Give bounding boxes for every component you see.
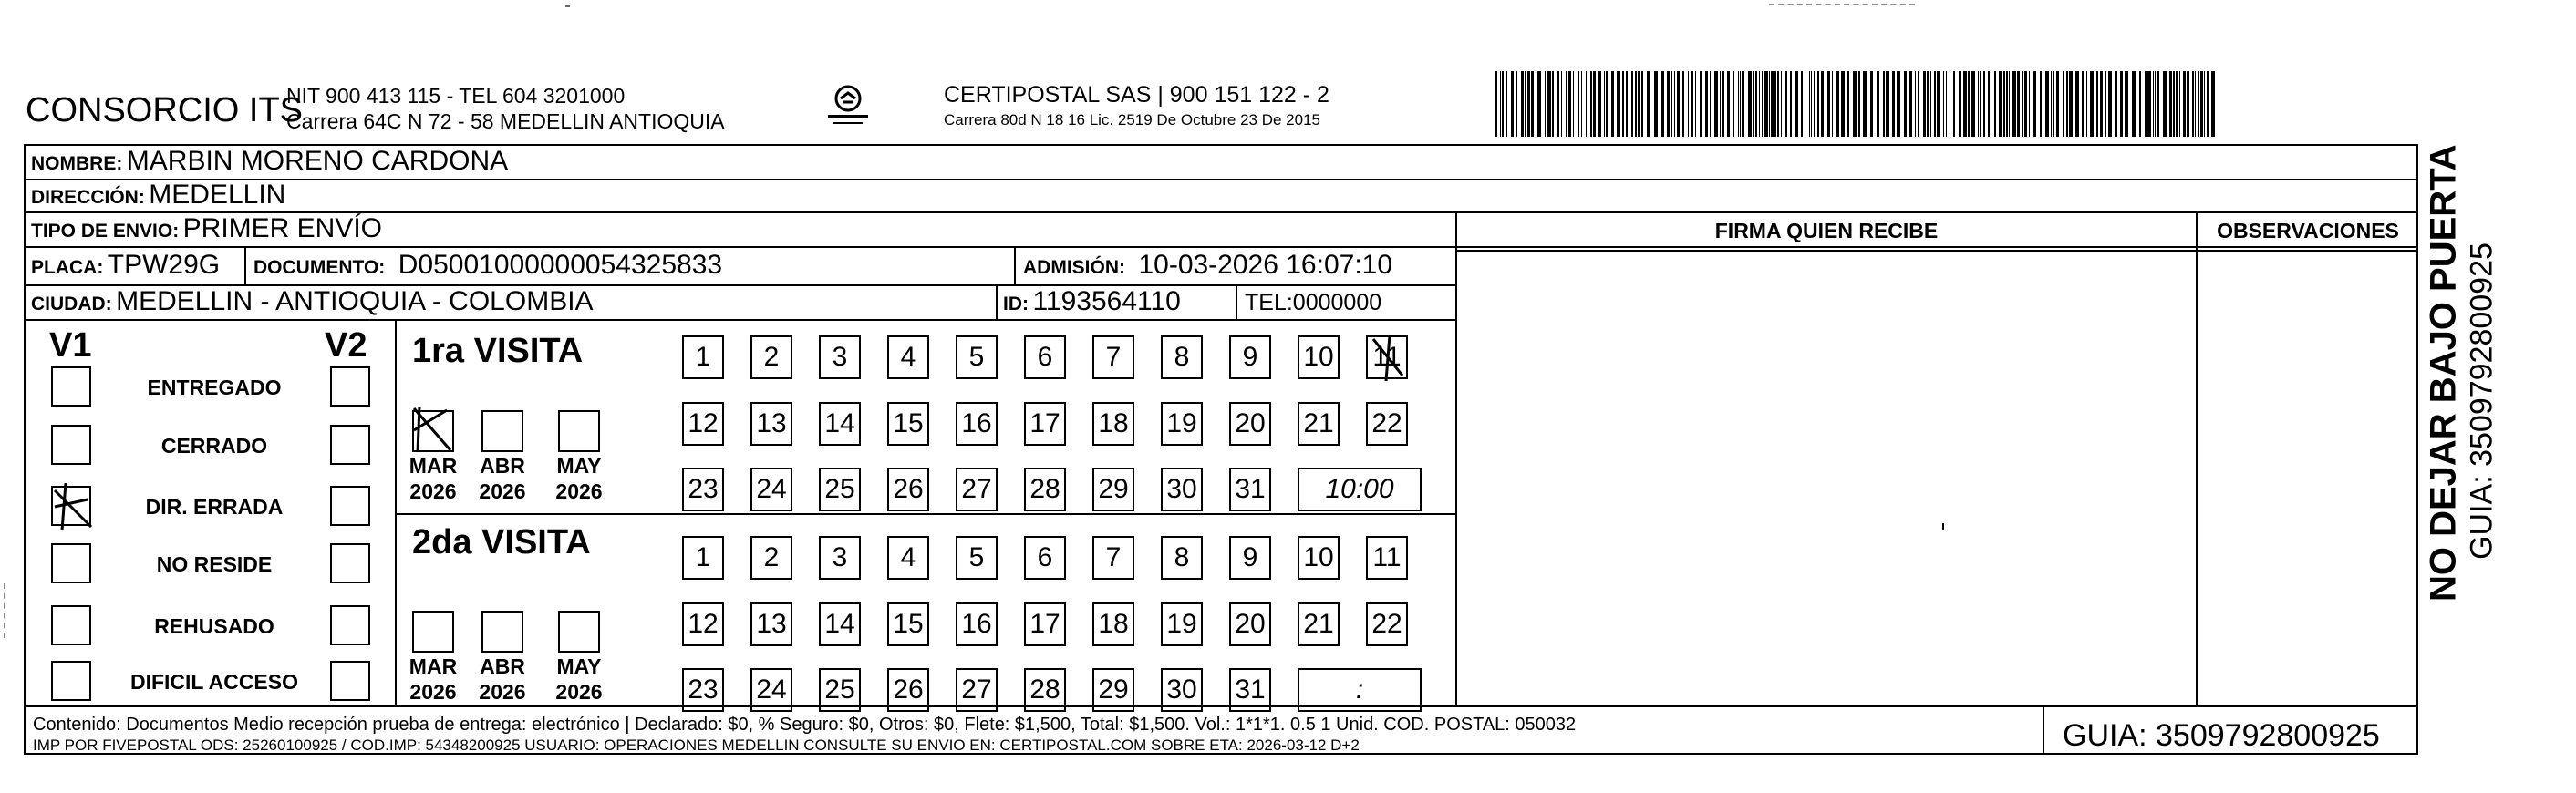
second-visit-month-checkbox-mar[interactable] bbox=[412, 611, 454, 653]
second-visit-day-box[interactable]: 5 bbox=[956, 536, 998, 580]
first-visit-day-box[interactable]: 4 bbox=[887, 335, 929, 379]
v2-checkbox-2[interactable] bbox=[330, 425, 370, 465]
second-visit-day-box[interactable]: 18 bbox=[1092, 602, 1134, 646]
second-visit-day-box[interactable]: 29 bbox=[1092, 668, 1134, 712]
second-visit-day-box[interactable]: 27 bbox=[956, 668, 998, 712]
admision-value: 10-03-2026 16:07:10 bbox=[1138, 250, 1393, 280]
first-visit-day-box[interactable]: 21 bbox=[1298, 402, 1340, 446]
tel-value: TEL:0000000 bbox=[1245, 290, 1382, 315]
second-visit-year-label: 2026 bbox=[479, 680, 526, 704]
nombre-value: MARBIN MORENO CARDONA bbox=[126, 146, 509, 176]
second-visit-day-box[interactable]: 3 bbox=[819, 536, 861, 580]
address-line: Carrera 64C N 72 - 58 MEDELLIN ANTIOQUIA bbox=[286, 109, 725, 133]
v2-checkbox-4[interactable] bbox=[330, 543, 370, 583]
second-visit-day-box[interactable]: 14 bbox=[819, 602, 861, 646]
first-visit-day-box[interactable]: 28 bbox=[1024, 468, 1066, 511]
documento-label: DOCUMENTO: bbox=[253, 257, 386, 278]
tipo-row bbox=[31, 213, 382, 244]
nombre-row bbox=[31, 146, 508, 177]
footer-guia: GUIA: 3509792800925 bbox=[2063, 718, 2380, 753]
second-visit-month-label: ABR bbox=[480, 654, 525, 678]
second-visit-day-box[interactable]: 6 bbox=[1024, 536, 1066, 580]
second-visit-month-label: MAY bbox=[556, 654, 602, 678]
second-visit-day-box[interactable]: 17 bbox=[1024, 602, 1066, 646]
first-visit-month-label: MAY bbox=[556, 454, 602, 478]
first-visit-day-box[interactable]: 7 bbox=[1092, 335, 1134, 379]
second-visit-day-box[interactable]: 10 bbox=[1298, 536, 1340, 580]
first-visit-day-box[interactable]: 18 bbox=[1092, 402, 1134, 446]
placa-row bbox=[31, 250, 220, 281]
admision-label: ADMISIÓN: bbox=[1023, 257, 1125, 278]
status-label: DIR. ERRADA bbox=[145, 495, 284, 519]
first-visit-day-box[interactable]: 31 bbox=[1229, 468, 1271, 511]
certipostal-line: CERTIPOSTAL SAS | 900 151 122 - 2 bbox=[944, 82, 1329, 108]
direccion-value: MEDELLIN bbox=[149, 180, 286, 210]
first-visit-day-box[interactable]: 16 bbox=[956, 402, 998, 446]
first-visit-day-box[interactable]: 11 bbox=[1366, 335, 1408, 379]
second-visit-day-box[interactable]: 2 bbox=[750, 536, 792, 580]
first-visit-day-box[interactable]: 14 bbox=[819, 402, 861, 446]
first-visit-day-box[interactable]: 26 bbox=[887, 468, 929, 511]
v1-label: V1 bbox=[49, 326, 92, 365]
second-visit-day-box[interactable]: 13 bbox=[750, 602, 792, 646]
first-visit-day-box[interactable]: 9 bbox=[1229, 335, 1271, 379]
first-visit-day-box[interactable]: 15 bbox=[887, 402, 929, 446]
stray-mark bbox=[1942, 523, 1944, 530]
second-visit-day-box[interactable]: 7 bbox=[1092, 536, 1134, 580]
first-visit-day-box[interactable]: 5 bbox=[956, 335, 998, 379]
id-row bbox=[1003, 286, 1181, 317]
v2-checkbox-5[interactable] bbox=[330, 605, 370, 645]
direccion-label: DIRECCIÓN: bbox=[31, 187, 145, 208]
footer-contenido: Contenido: Documentos Medio recepción prueba de entrega: electrónico | Declarado: $0, % Seguro: $0, Otros: $0, Flete: $1,500, Total: $1,500. Vol.: 1*1*1. 0.5 1 Unid. COD. POSTAL: 050032 bbox=[33, 715, 1577, 735]
first-visit-day-box[interactable]: 8 bbox=[1161, 335, 1203, 379]
firma-header: FIRMA QUIEN RECIBE bbox=[1714, 219, 1939, 242]
first-visit-month-checkbox-mar[interactable] bbox=[412, 410, 454, 452]
nombre-label: NOMBRE: bbox=[31, 153, 123, 174]
second-visit-month-label: MAR bbox=[409, 654, 458, 678]
first-visit-year-label: 2026 bbox=[555, 479, 603, 503]
first-visit-day-box[interactable]: 13 bbox=[750, 402, 792, 446]
documento-value: D05001000000054325833 bbox=[398, 250, 723, 280]
second-visit-day-box[interactable]: 15 bbox=[887, 602, 929, 646]
first-visit-month-label: MAR bbox=[409, 454, 458, 478]
ciudad-row bbox=[31, 286, 594, 317]
second-visit-day-box[interactable]: 25 bbox=[819, 668, 861, 712]
first-visit-day-box[interactable]: 20 bbox=[1229, 402, 1271, 446]
first-visit-label: 1ra VISITA bbox=[412, 332, 584, 370]
ciudad-value: MEDELLIN - ANTIOQUIA - COLOMBIA bbox=[116, 286, 594, 316]
v2-checkbox-6[interactable] bbox=[330, 661, 370, 701]
first-visit-day-box[interactable]: 25 bbox=[819, 468, 861, 511]
v1-checkbox-4[interactable] bbox=[51, 543, 91, 583]
second-visit-day-box[interactable]: 1 bbox=[682, 536, 724, 580]
second-visit-year-label: 2026 bbox=[555, 680, 603, 704]
second-visit-day-box[interactable]: 21 bbox=[1298, 602, 1340, 646]
ciudad-label: CIUDAD: bbox=[31, 294, 112, 314]
status-label: NO RESIDE bbox=[156, 552, 273, 576]
v1-checkbox-3[interactable] bbox=[51, 486, 91, 526]
first-visit-day-box[interactable]: 30 bbox=[1161, 468, 1203, 511]
first-visit-day-box[interactable]: 27 bbox=[956, 468, 998, 511]
first-visit-day-box[interactable]: 10 bbox=[1298, 335, 1340, 379]
first-visit-day-box[interactable]: 19 bbox=[1161, 402, 1203, 446]
second-visit-day-box[interactable]: 23 bbox=[682, 668, 724, 712]
second-visit-year-label: 2026 bbox=[409, 680, 457, 704]
first-visit-day-box[interactable]: 6 bbox=[1024, 335, 1066, 379]
first-visit-day-box[interactable]: 3 bbox=[819, 335, 861, 379]
placa-label: PLACA: bbox=[31, 257, 104, 278]
tipo-label: TIPO DE ENVIO: bbox=[31, 221, 180, 242]
v2-checkbox-1[interactable] bbox=[330, 366, 370, 407]
first-visit-day-box[interactable]: 29 bbox=[1092, 468, 1134, 511]
second-visit-time-box[interactable]: : bbox=[1298, 668, 1422, 712]
v1-checkbox-6[interactable] bbox=[51, 661, 91, 701]
v1-checkbox-2[interactable] bbox=[51, 425, 91, 465]
no-dejar-bajo-puerta: NO DEJAR BAJO PUERTA bbox=[2423, 144, 2464, 602]
status-label: DIFICIL ACCESO bbox=[129, 670, 298, 694]
v1-checkbox-1[interactable] bbox=[51, 366, 91, 407]
documento-row bbox=[253, 250, 722, 281]
second-visit-label: 2da VISITA bbox=[412, 523, 591, 561]
id-label: ID: bbox=[1003, 294, 1029, 314]
second-visit-day-box[interactable]: 24 bbox=[750, 668, 792, 712]
direccion-row bbox=[31, 180, 285, 211]
v2-checkbox-3[interactable] bbox=[330, 486, 370, 526]
first-visit-month-checkbox-may[interactable] bbox=[558, 410, 600, 452]
first-visit-day-box[interactable]: 1 bbox=[682, 335, 724, 379]
second-visit-month-checkbox-may[interactable] bbox=[558, 611, 600, 653]
v2-label: V2 bbox=[325, 326, 367, 365]
observaciones-header: OBSERVACIONES bbox=[2217, 219, 2399, 242]
first-visit-day-box[interactable]: 17 bbox=[1024, 402, 1066, 446]
first-visit-year-label: 2026 bbox=[409, 479, 457, 503]
certipostal-logo-icon bbox=[821, 82, 875, 129]
second-visit-day-box[interactable]: 30 bbox=[1161, 668, 1203, 712]
nit-line: NIT 900 413 115 - TEL 604 3201000 bbox=[286, 84, 626, 108]
second-visit-day-box[interactable]: 4 bbox=[887, 536, 929, 580]
first-visit-time-box[interactable]: 10:00 bbox=[1298, 468, 1422, 511]
company-name: CONSORCIO ITS bbox=[26, 91, 304, 129]
id-value: 1193564110 bbox=[1032, 286, 1181, 316]
second-visit-day-box[interactable]: 26 bbox=[887, 668, 929, 712]
second-visit-day-box[interactable]: 28 bbox=[1024, 668, 1066, 712]
second-visit-day-box[interactable]: 20 bbox=[1229, 602, 1271, 646]
first-visit-day-box[interactable]: 22 bbox=[1366, 402, 1408, 446]
barcode bbox=[1495, 71, 2225, 137]
side-guia: GUIA: 3509792800925 bbox=[2464, 242, 2499, 560]
footer-imp: IMP POR FIVEPOSTAL ODS: 25260100925 / COD.IMP: 54348200925 USUARIO: OPERACIONES MEDELLIN CONSULTE SU ENVIO EN: CERTIPOSTAL.COM SOBRE ETA: 2026-03-12 D+2 bbox=[33, 736, 1360, 754]
placa-value: TPW29G bbox=[107, 250, 221, 280]
second-visit-day-box[interactable]: 11 bbox=[1366, 536, 1408, 580]
second-visit-day-box[interactable]: 31 bbox=[1229, 668, 1271, 712]
status-label: CERRADO bbox=[160, 434, 268, 458]
second-visit-day-box[interactable]: 8 bbox=[1161, 536, 1203, 580]
first-visit-day-box[interactable]: 2 bbox=[750, 335, 792, 379]
first-visit-day-box[interactable]: 24 bbox=[750, 468, 792, 511]
status-label: ENTREGADO bbox=[147, 376, 282, 399]
first-visit-day-box[interactable]: 12 bbox=[682, 402, 724, 446]
second-visit-day-box[interactable]: 22 bbox=[1366, 602, 1408, 646]
first-visit-year-label: 2026 bbox=[479, 479, 526, 503]
first-visit-month-label: ABR bbox=[480, 454, 525, 478]
first-visit-month-checkbox-abr[interactable] bbox=[481, 410, 523, 452]
second-visit-day-box[interactable]: 12 bbox=[682, 602, 724, 646]
second-visit-month-checkbox-abr[interactable] bbox=[481, 611, 523, 653]
second-visit-day-box[interactable]: 9 bbox=[1229, 536, 1271, 580]
tipo-value: PRIMER ENVÍO bbox=[182, 213, 383, 243]
v1-checkbox-5[interactable] bbox=[51, 605, 91, 645]
admision-row bbox=[1023, 250, 1392, 281]
certipostal-address: Carrera 80d N 18 16 Lic. 2519 De Octubre 23 De 2015 bbox=[944, 111, 1320, 129]
second-visit-day-box[interactable]: 19 bbox=[1161, 602, 1203, 646]
second-visit-day-box[interactable]: 16 bbox=[956, 602, 998, 646]
first-visit-day-box[interactable]: 23 bbox=[682, 468, 724, 511]
status-label: REHUSADO bbox=[154, 614, 274, 638]
